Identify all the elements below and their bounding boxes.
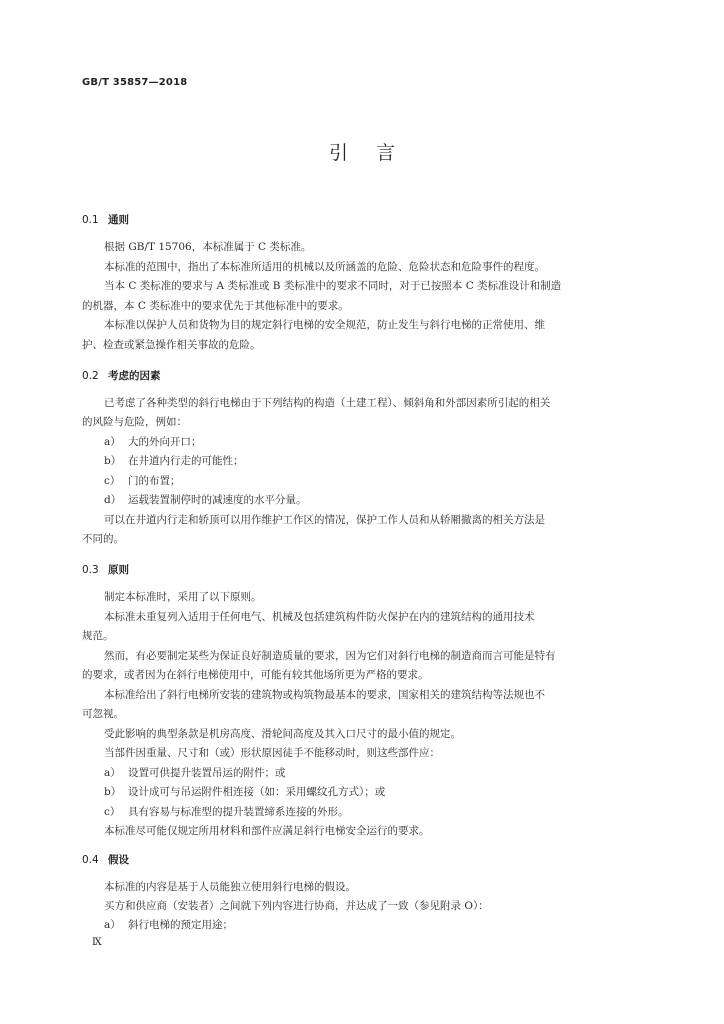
section-heading bbox=[82, 562, 129, 577]
paragraph-line: 可忽视。 bbox=[82, 708, 124, 720]
page-number: Ⅸ bbox=[92, 937, 102, 948]
list-item-text: 设置可供提升装置吊运的附件；或 bbox=[128, 767, 286, 779]
section-title: 考虑的因素 bbox=[108, 370, 161, 382]
paragraph-line: 制定本标准时，采用了以下原则。 bbox=[104, 591, 262, 603]
list-item bbox=[104, 918, 233, 932]
list-marker: b） bbox=[104, 455, 122, 467]
list-marker: a） bbox=[104, 436, 121, 448]
paragraph-line: 本标准未重复列入适用于任何电气、机械及包括建筑构件防火保护在内的建筑结构的通用技术 bbox=[104, 611, 535, 623]
list-item-text: 大的外向开口； bbox=[128, 436, 202, 448]
paragraph-line: 的风险与危险，例如： bbox=[82, 416, 187, 428]
paragraph-line: 买方和供应商（安装者）之间就下列内容进行协商，并达成了一致（参见附录 O）： bbox=[104, 900, 489, 912]
list-item bbox=[104, 435, 202, 449]
list-marker: d） bbox=[104, 494, 122, 506]
paragraph-line: 当本 C 类标准的要求与 A 类标准或 B 类标准中的要求不同时，对于已按照本 C 类标准设计和制造 bbox=[104, 280, 562, 292]
paragraph-line: 已考虑了各种类型的斜行电梯由于下列结构的构造（土建工程）、倾斜角和外部因素所引起的相关 bbox=[104, 397, 551, 409]
paragraph-line: 的机器，本 C 类标准中的要求优先于其他标准中的要求。 bbox=[82, 300, 349, 312]
section-number: 0.1 bbox=[82, 214, 99, 226]
list-item bbox=[104, 766, 286, 780]
paragraph-line: 受此影响的典型条款是机房高度、滑轮间高度及其入口尺寸的最小值的规定。 bbox=[104, 728, 461, 740]
list-item bbox=[104, 454, 244, 468]
paragraph-line: 本标准的内容是基于人员能独立使用斜行电梯的假设。 bbox=[104, 881, 356, 893]
list-item-text: 门的布置； bbox=[128, 475, 181, 487]
paragraph-line: 规范。 bbox=[82, 630, 114, 642]
list-marker: c） bbox=[104, 806, 121, 818]
paragraph-line: 根据 GB/T 15706，本标准属于 C 类标准。 bbox=[104, 241, 312, 253]
standard-number: GB/T 35857—2018 bbox=[82, 77, 188, 88]
paragraph-line: 然而，有必要制定某些为保证良好制造质量的要求，因为它们对斜行电梯的制造商而言可能是特有 bbox=[104, 650, 556, 662]
list-item bbox=[104, 805, 349, 819]
list-marker: b） bbox=[104, 786, 122, 798]
paragraph-line: 本标准的范围中，指出了本标准所适用的机械以及所涵盖的危险、危险状态和危险事件的程度。 bbox=[104, 261, 545, 273]
section-title: 原则 bbox=[108, 564, 129, 576]
section-number: 0.2 bbox=[82, 370, 99, 382]
section-title: 假设 bbox=[108, 854, 129, 866]
paragraph-line: 本标准以保护人员和货物为目的规定斜行电梯的安全规范，防止发生与斜行电梯的正常使用、维 bbox=[104, 319, 545, 331]
section-heading bbox=[82, 852, 129, 867]
list-item-text: 设计成可与吊运附件相连接（如：采用螺纹孔方式）；或 bbox=[128, 786, 386, 798]
section-title: 通则 bbox=[108, 214, 129, 226]
paragraph-line: 的要求，或者因为在斜行电梯使用中，可能有较其他场所更为严格的要求。 bbox=[82, 669, 429, 681]
list-marker: c） bbox=[104, 475, 121, 487]
list-item-text: 斜行电梯的预定用途； bbox=[128, 919, 233, 931]
list-item bbox=[104, 493, 307, 507]
paragraph-line: 当部件因重量、尺寸和（或）形状原因徒手不能移动时，则这些部件应： bbox=[104, 747, 440, 759]
paragraph-line: 不同的。 bbox=[82, 533, 124, 545]
paragraph-line: 本标准尽可能仅规定所用材料和部件应满足斜行电梯安全运行的要求。 bbox=[104, 825, 430, 837]
paragraph-line: 可以在井道内行走和轿顶可以用作维护工作区的情况，保护工作人员和从轿厢撤离的相关方法是 bbox=[104, 514, 545, 526]
list-marker: a） bbox=[104, 767, 121, 779]
list-item-text: 在井道内行走的可能性； bbox=[128, 455, 244, 467]
list-item bbox=[104, 785, 385, 799]
list-item-text: 运载装置制停时的减速度的水平分量。 bbox=[128, 494, 307, 506]
section-heading bbox=[82, 368, 161, 383]
section-number: 0.3 bbox=[82, 564, 99, 576]
paragraph-line: 本标准给出了斜行电梯所安装的建筑物或构筑物最基本的要求，国家相关的建筑结构等法规也不 bbox=[104, 689, 545, 701]
section-heading bbox=[82, 212, 129, 227]
paragraph-line: 护、检查或紧急操作相关事故的危险。 bbox=[82, 339, 261, 351]
list-marker: a） bbox=[104, 919, 121, 931]
list-item bbox=[104, 474, 181, 488]
page-title: 引言 bbox=[328, 142, 423, 164]
section-number: 0.4 bbox=[82, 854, 99, 866]
list-item-text: 具有容易与标准型的提升装置缔系连接的外形。 bbox=[128, 806, 349, 818]
